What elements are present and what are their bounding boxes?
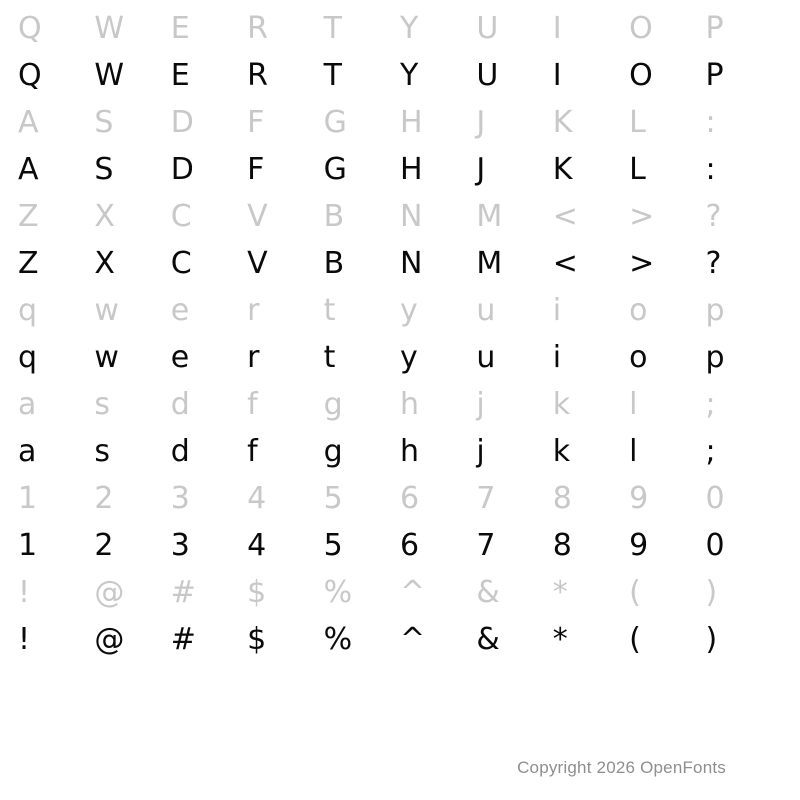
- glyph-cell: Y: [399, 58, 419, 93]
- glyph-cell: M: [476, 246, 503, 281]
- glyph-cell: o: [629, 293, 648, 328]
- glyph-cell: G: [323, 152, 347, 187]
- glyph-cell: p: [705, 293, 725, 328]
- glyph-cell: f: [247, 434, 258, 469]
- glyph-cell: t: [323, 340, 336, 375]
- glyph-cell: X: [94, 246, 115, 281]
- glyph-cell: C: [170, 199, 192, 234]
- glyph-cell: k: [552, 434, 571, 469]
- glyph-cell: L: [629, 152, 646, 187]
- glyph-cell: 6: [399, 481, 420, 516]
- glyph-cell: 2: [94, 481, 114, 516]
- glyph-cell: E: [170, 58, 190, 93]
- glyph-cell: T: [323, 58, 342, 93]
- glyph-cell: 1: [18, 481, 38, 516]
- glyph-cell: V: [247, 199, 268, 234]
- glyph-cell: N: [399, 246, 423, 281]
- glyph-cell: q: [18, 293, 38, 328]
- glyph-cell: (: [629, 575, 641, 610]
- glyph-cell: P: [705, 11, 724, 46]
- glyph-cell: (: [629, 622, 641, 657]
- glyph-cell: X: [94, 199, 115, 234]
- glyph-cell: H: [399, 152, 423, 187]
- glyph-cell: E: [170, 11, 190, 46]
- glyph-row-ghost: [18, 570, 782, 616]
- glyph-row-ghost: [18, 6, 782, 52]
- glyph-cell: k: [552, 387, 571, 422]
- glyph-cell: s: [94, 387, 111, 422]
- glyph-cell: W: [94, 11, 125, 46]
- glyph-cell: r: [247, 293, 260, 328]
- glyph-cell: t: [323, 293, 336, 328]
- glyph-cell: u: [476, 340, 496, 375]
- glyph-cell: *: [552, 575, 568, 610]
- glyph-cell: u: [476, 293, 496, 328]
- glyph-cell: 4: [247, 528, 267, 563]
- glyph-cell: $: [247, 575, 267, 610]
- glyph-cell: G: [323, 105, 347, 140]
- glyph-cell: @: [94, 622, 125, 657]
- glyph-cell: A: [18, 152, 39, 187]
- glyph-row-solid: [18, 428, 782, 476]
- glyph-cell: $: [247, 622, 267, 657]
- glyph-cell: J: [476, 152, 486, 187]
- glyph-cell: w: [94, 293, 119, 328]
- glyph-cell: Z: [18, 199, 39, 234]
- glyph-cell: D: [170, 152, 194, 187]
- glyph-cell: :: [705, 105, 716, 140]
- glyph-cell: N: [399, 199, 423, 234]
- glyph-cell: h: [399, 387, 419, 422]
- glyph-cell: !: [18, 575, 31, 610]
- glyph-cell: w: [94, 340, 119, 375]
- glyph-cell: y: [399, 293, 418, 328]
- glyph-cell: g: [323, 434, 343, 469]
- glyph-cell: s: [94, 434, 111, 469]
- glyph-cell: 7: [476, 481, 496, 516]
- copyright-notice: Copyright 2026 OpenFonts: [517, 758, 726, 777]
- glyph-cell: O: [629, 11, 653, 46]
- glyph-cell: ?: [705, 199, 722, 234]
- glyph-cell: 0: [705, 481, 725, 516]
- glyph-cell: @: [94, 575, 125, 610]
- glyph-cell: Q: [18, 11, 42, 46]
- glyph-cell: >: [629, 246, 655, 281]
- glyph-cell: i: [552, 293, 562, 328]
- glyph-cell: U: [476, 11, 499, 46]
- glyph-cell: y: [399, 340, 418, 375]
- glyph-cell: ?: [705, 246, 722, 281]
- glyph-cell: #: [170, 575, 196, 610]
- glyph-row-solid: [18, 522, 782, 570]
- glyph-row-ghost: [18, 288, 782, 334]
- glyph-cell: I: [552, 11, 562, 46]
- glyph-cell: 5: [323, 481, 343, 516]
- glyph-cell: d: [170, 434, 190, 469]
- glyph-cell: q: [18, 340, 38, 375]
- glyph-cell: e: [170, 340, 190, 375]
- glyph-cell: B: [323, 246, 345, 281]
- glyph-cell: D: [170, 105, 194, 140]
- glyph-row-ghost: [18, 382, 782, 428]
- glyph-cell: W: [94, 58, 125, 93]
- glyph-cell: #: [170, 622, 196, 657]
- glyph-cell: &: [476, 622, 500, 657]
- glyph-cell: 8: [552, 528, 572, 563]
- glyph-cell: 7: [476, 528, 496, 563]
- glyph-cell: 4: [247, 481, 267, 516]
- glyph-cell: j: [476, 387, 485, 422]
- glyph-cell: R: [247, 11, 269, 46]
- glyph-cell: a: [18, 434, 37, 469]
- glyph-row-solid: [18, 616, 782, 664]
- glyph-cell: %: [323, 622, 353, 657]
- glyph-cell: P: [705, 58, 724, 93]
- glyph-cell: Z: [18, 246, 39, 281]
- glyph-cell: I: [552, 58, 562, 93]
- glyph-cell: f: [247, 387, 258, 422]
- glyph-cell: <: [552, 199, 578, 234]
- glyph-cell: !: [18, 622, 31, 657]
- glyph-cell: 1: [18, 528, 38, 563]
- glyph-cell: e: [170, 293, 190, 328]
- glyph-row-solid: [18, 240, 782, 288]
- glyph-cell: l: [629, 434, 638, 469]
- glyph-cell: 9: [629, 528, 649, 563]
- glyph-cell: %: [323, 575, 353, 610]
- glyph-cell: o: [629, 340, 648, 375]
- glyph-row-solid: [18, 334, 782, 382]
- glyph-cell: M: [476, 199, 503, 234]
- glyph-cell: R: [247, 58, 269, 93]
- glyph-cell: g: [323, 387, 343, 422]
- glyph-cell: &: [476, 575, 500, 610]
- glyph-cell: p: [705, 340, 725, 375]
- glyph-cell: ;: [705, 434, 716, 469]
- glyph-row-ghost: [18, 476, 782, 522]
- glyph-row-ghost: [18, 194, 782, 240]
- glyph-cell: V: [247, 246, 268, 281]
- glyph-cell: A: [18, 105, 39, 140]
- glyph-cell: F: [247, 105, 265, 140]
- glyph-cell: C: [170, 246, 192, 281]
- glyph-cell: Q: [18, 58, 42, 93]
- glyph-cell: K: [552, 105, 573, 140]
- glyph-cell: F: [247, 152, 265, 187]
- glyph-cell: Y: [399, 11, 419, 46]
- glyph-cell: r: [247, 340, 260, 375]
- glyph-cell: 2: [94, 528, 114, 563]
- glyph-cell: S: [94, 105, 114, 140]
- glyph-cell: 5: [323, 528, 343, 563]
- glyph-cell: 0: [705, 528, 725, 563]
- glyph-row-ghost: [18, 100, 782, 146]
- glyph-cell: 3: [170, 481, 190, 516]
- glyph-cell: :: [705, 152, 716, 187]
- glyph-cell: d: [170, 387, 190, 422]
- glyph-cell: ): [705, 622, 718, 657]
- glyph-cell: L: [629, 105, 646, 140]
- glyph-cell: H: [399, 105, 423, 140]
- glyph-cell: U: [476, 58, 499, 93]
- glyph-cell: J: [476, 105, 486, 140]
- glyph-cell: 9: [629, 481, 649, 516]
- glyph-row-solid: [18, 146, 782, 194]
- glyph-cell: >: [629, 199, 655, 234]
- glyph-cell: 6: [399, 528, 420, 563]
- glyph-cell: ): [705, 575, 718, 610]
- glyph-cell: ;: [705, 387, 716, 422]
- glyph-row-solid: [18, 52, 782, 100]
- glyph-cell: *: [552, 622, 568, 657]
- glyph-cell: ^: [399, 575, 426, 610]
- glyph-cell: 8: [552, 481, 572, 516]
- glyph-cell: i: [552, 340, 562, 375]
- glyph-cell: l: [629, 387, 638, 422]
- glyph-cell: <: [552, 246, 578, 281]
- glyph-cell: T: [323, 11, 342, 46]
- glyph-cell: 3: [170, 528, 190, 563]
- glyph-cell: K: [552, 152, 573, 187]
- glyph-cell: j: [476, 434, 485, 469]
- glyph-cell: ^: [399, 622, 426, 657]
- glyph-cell: h: [399, 434, 419, 469]
- glyph-cell: B: [323, 199, 345, 234]
- glyph-cell: a: [18, 387, 37, 422]
- glyph-cell: S: [94, 152, 114, 187]
- glyph-cell: O: [629, 58, 653, 93]
